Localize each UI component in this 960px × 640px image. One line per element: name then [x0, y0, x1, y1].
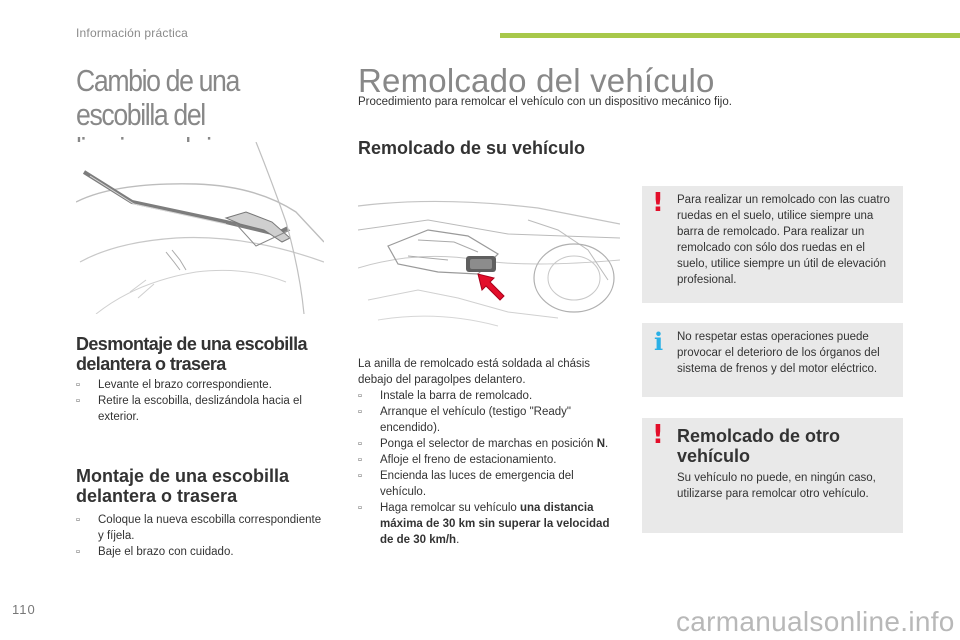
wiper-section-title: Cambio de una escobilla del [76, 63, 239, 132]
info-text: No respetar estas operaciones puede provocar el deterioro de los órganos del sistema de frenos y del motor eléctrico. [677, 331, 880, 375]
towing-limit: una distancia máxima de 30 km sin superar la velocidad de de 30 km/h [380, 502, 610, 546]
bullet-icon: ▫ [76, 379, 80, 391]
other-vehicle-title: Remolcado de otro vehículo [677, 426, 841, 466]
list-item: ▫ Encienda las luces de emergencia del vehículo. [358, 470, 574, 498]
bullet-icon: ▫ [358, 470, 362, 482]
info-box [642, 323, 903, 397]
removal-title: Desmontaje de una escobilla delantera o trasera [76, 334, 307, 374]
warning-box-towing [642, 186, 903, 303]
list-item: ▫ Retire la escobilla, deslizándola hacia el exterior. [76, 395, 302, 423]
list-item: ▫ Instale la barra de remolcado. [358, 390, 533, 402]
list-item: ▫ Ponga el selector de marchas en posición N. [358, 438, 609, 450]
bullet-icon: ▫ [76, 395, 80, 407]
wiper-blade-drawing [76, 142, 324, 314]
removal-steps [76, 377, 326, 425]
towing-eye-drawing [358, 190, 620, 340]
list-item: ▫ Baje el brazo con cuidado. [76, 546, 234, 558]
warning-icon: ! [652, 420, 664, 450]
list-item: ▫ Coloque la nueva escobilla correspondiente y fíjela. [76, 514, 322, 542]
page-number: 110 [12, 602, 36, 617]
list-item: ▫ Afloje el freno de estacionamiento. [358, 454, 557, 466]
list-item: ▫ Levante el brazo correspondiente. [76, 379, 272, 391]
other-vehicle-text: Su vehículo no puede, en ningún caso, utilizarse para remolcar otro vehículo. [677, 472, 876, 500]
bullet-icon: ▫ [358, 406, 362, 418]
towing-description: La anilla de remolcado está soldada al chásis debajo del paragolpes delantero. [358, 358, 591, 386]
warning-box-other-vehicle [642, 418, 903, 533]
bullet-icon: ▫ [358, 454, 362, 466]
bullet-icon: ▫ [358, 390, 362, 402]
gear-position: N [596, 438, 606, 450]
bullet-icon: ▫ [358, 502, 362, 514]
towing-illustration [358, 190, 620, 340]
warning-text: Para realizar un remolcado con las cuatro ruedas en el suelo, utilice siempre una barra de remolcado. Para realizar un remolcado con sólo dos ruedas en el suelo, utilice siempre un útil de elevación profesional. [677, 194, 890, 286]
fitting-title: Montaje de una escobilla delantera o trasera [76, 466, 290, 506]
watermark: carmanualsonline.info [676, 606, 955, 637]
fitting-steps [76, 512, 326, 560]
list-item: ▫ Arranque el vehículo (testigo "Ready" encendido). [358, 406, 571, 434]
bullet-icon: ▫ [76, 514, 80, 526]
section-label: Información práctica [76, 26, 189, 40]
header-accent-bar [500, 33, 960, 38]
towing-steps [358, 388, 620, 548]
wiper-illustration [76, 142, 324, 314]
towing-intro: Procedimiento para remolcar el vehículo con un dispositivo mecánico fijo. [358, 96, 732, 108]
info-icon: i [654, 327, 664, 356]
towing-section-title: Remolcado del vehículo [358, 62, 715, 99]
bullet-icon: ▫ [76, 546, 80, 558]
list-item: ▫ Haga remolcar su vehículo una distancia máxima de 30 km sin superar la velocidad de de 30 km/h. [358, 502, 610, 546]
towing-own-title: Remolcado de su vehículo [358, 138, 586, 158]
bullet-icon: ▫ [358, 438, 362, 450]
warning-icon: ! [652, 188, 664, 218]
